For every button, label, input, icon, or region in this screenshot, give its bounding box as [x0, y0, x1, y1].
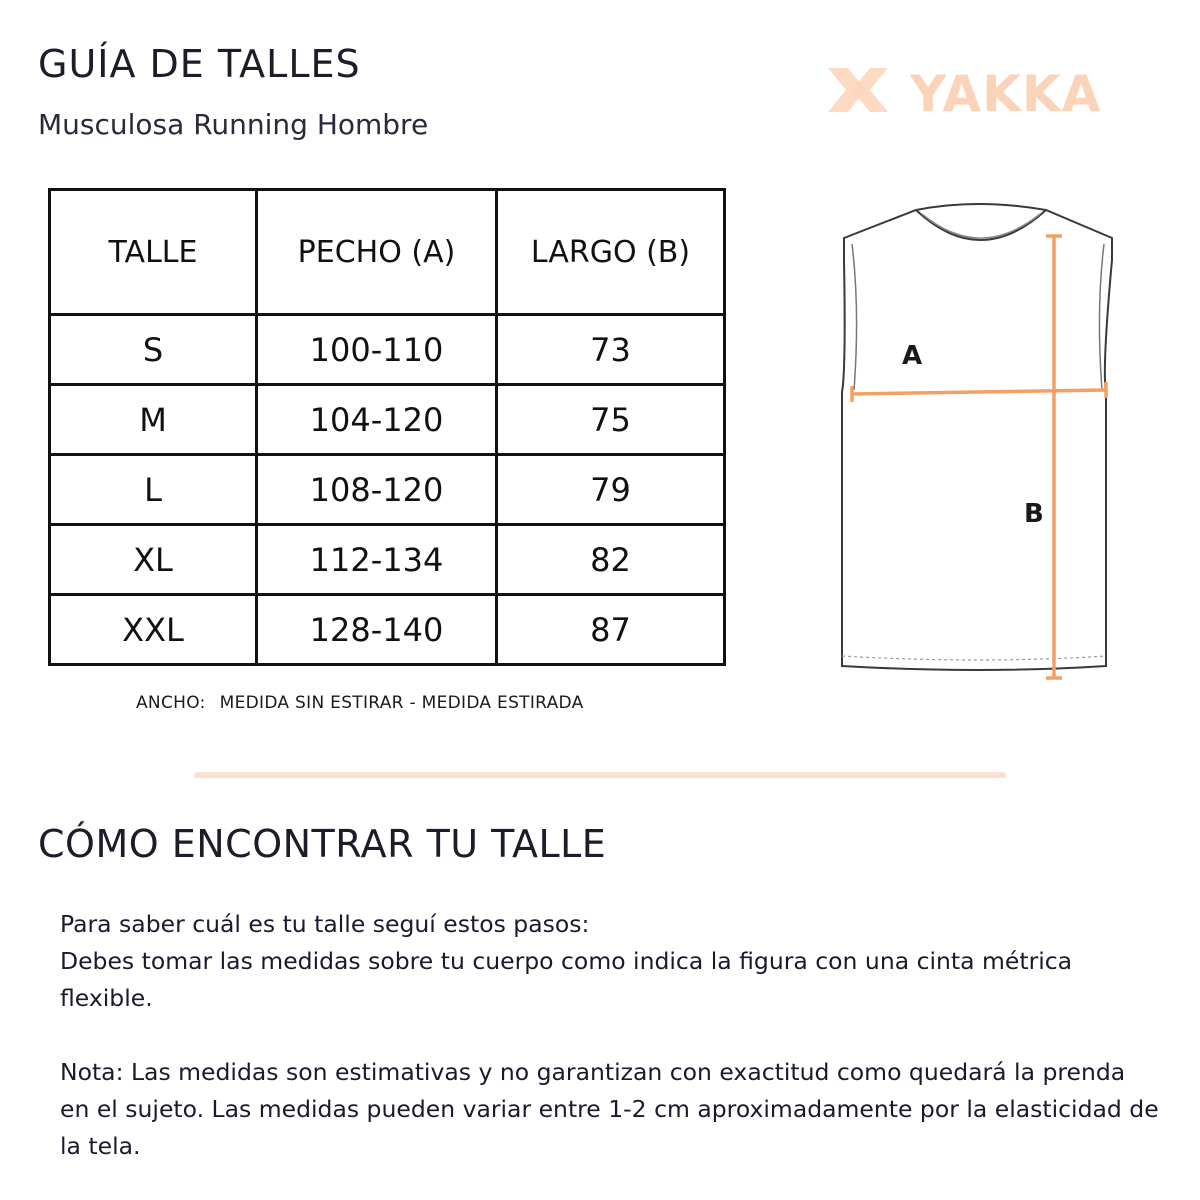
- size-table: [48, 188, 726, 666]
- length-cell: 75: [497, 385, 725, 455]
- chest-cell: 112-134: [257, 525, 497, 595]
- product-subtitle: Musculosa Running Hombre: [38, 108, 429, 141]
- chest-cell: 108-120: [257, 455, 497, 525]
- how-to-title: CÓMO ENCONTRAR TU TALLE: [38, 822, 607, 866]
- size-cell: S: [50, 315, 257, 385]
- width-note-value: MEDIDA SIN ESTIRAR - MEDIDA ESTIRADA: [219, 693, 584, 713]
- chest-cell: 128-140: [257, 595, 497, 665]
- size-cell: XXL: [50, 595, 257, 665]
- tank-top-diagram: [830, 200, 1130, 690]
- length-cell: 87: [497, 595, 725, 665]
- how-to-instruction: Debes tomar las medidas sobre tu cuerpo como indica la figura con una cinta métrica flexible.: [60, 947, 1073, 1012]
- section-divider: [194, 772, 1006, 778]
- table-row: [50, 595, 725, 665]
- size-cell: XL: [50, 525, 257, 595]
- tank-top-outline: [842, 204, 1112, 670]
- page-title: GUÍA DE TALLES: [38, 42, 361, 86]
- length-cell: 73: [497, 315, 725, 385]
- table-row: [50, 525, 725, 595]
- table-row: [50, 455, 725, 525]
- size-cell: M: [50, 385, 257, 455]
- measure-label-b: B: [1024, 499, 1044, 529]
- column-header-talle: TALLE: [50, 190, 257, 315]
- table-header-row: [50, 190, 725, 315]
- table-row: [50, 385, 725, 455]
- length-cell: 82: [497, 525, 725, 595]
- brand-name: YAKKA: [910, 65, 1102, 118]
- width-note-label: ANCHO:: [136, 693, 206, 713]
- column-header-pecho: PECHO (A): [257, 190, 497, 315]
- length-cell: 79: [497, 455, 725, 525]
- column-header-largo: LARGO (B): [497, 190, 725, 315]
- measure-label-a: A: [902, 341, 923, 371]
- how-to-note: Nota: Las medidas son estimativas y no garantizan con exactitud como quedará la prenda en el sujeto. Las medidas pueden variar entre 1-2 cm aproximadamente por la elasticidad de la tela.: [60, 1058, 1159, 1160]
- table-row: [50, 315, 725, 385]
- yakka-logo: [826, 62, 1126, 118]
- width-note: [136, 693, 584, 713]
- how-to-body: [60, 906, 1160, 1165]
- chest-cell: 104-120: [257, 385, 497, 455]
- how-to-intro: Para saber cuál es tu talle seguí estos pasos:: [60, 910, 590, 938]
- chest-cell: 100-110: [257, 315, 497, 385]
- size-cell: L: [50, 455, 257, 525]
